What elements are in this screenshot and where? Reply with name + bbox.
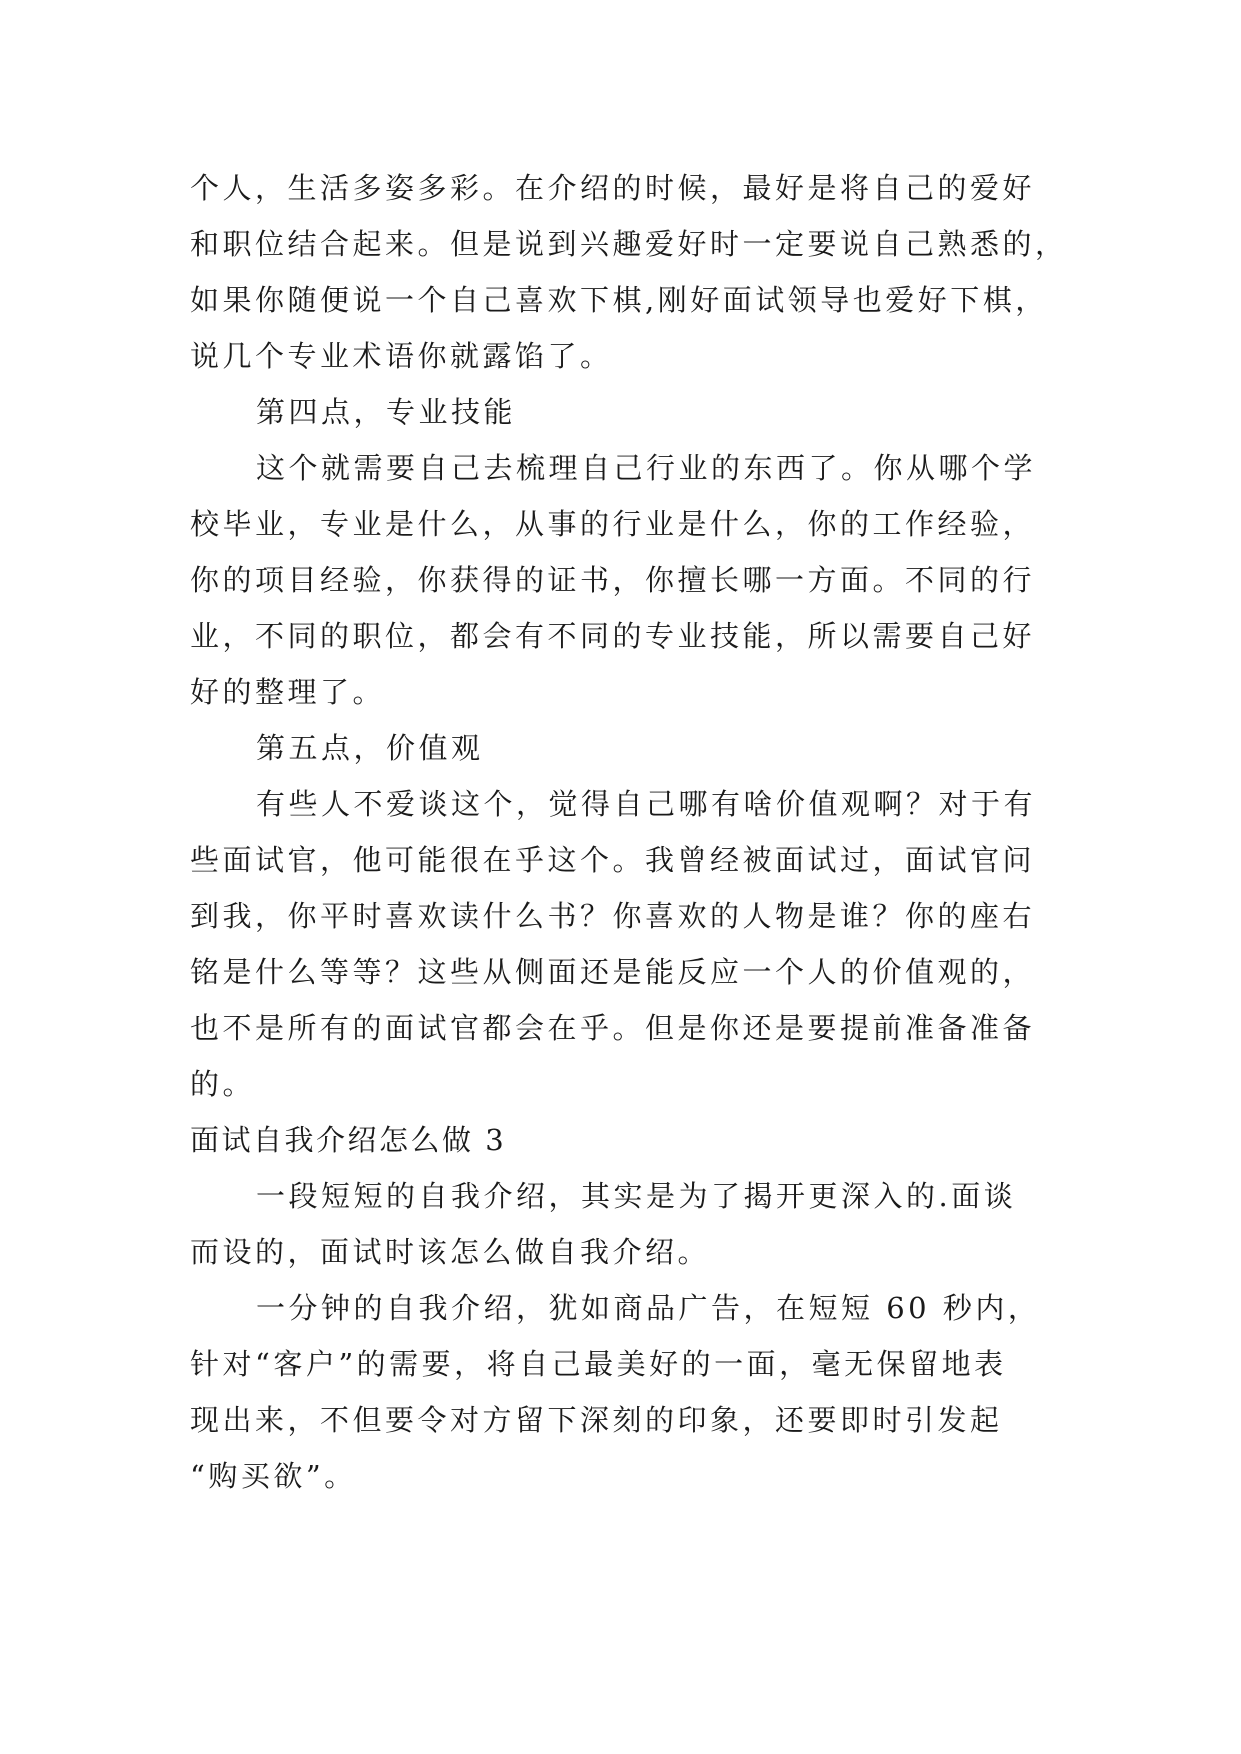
text-line: 些面试官，他可能很在乎这个。我曾经被面试过，面试官问 — [190, 843, 1036, 877]
text-line: 一分钟的自我介绍，犹如商品广告，在短短 60 秒内， — [256, 1291, 1041, 1325]
text-line: 有些人不爱谈这个，觉得自己哪有啥价值观啊？对于有 — [256, 787, 1037, 821]
text-line: 到我，你平时喜欢读什么书？你喜欢的人物是谁？你的座右 — [190, 899, 1036, 933]
text-line: 说几个专业术语你就露馅了。 — [190, 339, 613, 373]
section-heading: 第四点，专业技能 — [256, 395, 517, 429]
text-line: 你的项目经验，你获得的证书，你擅长哪一方面。不同的行 — [190, 563, 1036, 597]
article-title: 面试自我介绍怎么做 3 — [190, 1123, 507, 1157]
text-line: 也不是所有的面试官都会在乎。但是你还是要提前准备准备 — [190, 1011, 1036, 1045]
text-line: 的。 — [190, 1067, 256, 1101]
document-body — [190, 160, 1080, 1504]
text-line: 针对“客户”的需要，将自己最美好的一面，毫无保留地表 — [190, 1347, 1007, 1381]
text-line: 而设的，面试时该怎么做自我介绍。 — [190, 1235, 711, 1269]
text-line: 一段短短的自我介绍，其实是为了揭开更深入的.面谈 — [256, 1179, 1017, 1213]
text-line: 铭是什么等等？这些从侧面还是能反应一个人的价值观的， — [190, 955, 1036, 989]
text-line: “购买欲”。 — [190, 1459, 357, 1493]
text-line: 如果你随便说一个自己喜欢下棋,刚好面试领导也爱好下棋， — [190, 283, 1048, 317]
text-line: 这个就需要自己去梳理自己行业的东西了。你从哪个学 — [256, 451, 1037, 485]
text-line: 和职位结合起来。但是说到兴趣爱好时一定要说自己熟悉的， — [190, 227, 1068, 261]
section-heading: 第五点，价值观 — [256, 731, 484, 765]
text-line: 个人，生活多姿多彩。在介绍的时候，最好是将自己的爱好 — [190, 171, 1036, 205]
text-line: 业，不同的职位，都会有不同的专业技能，所以需要自己好 — [190, 619, 1036, 653]
text-line: 校毕业，专业是什么，从事的行业是什么，你的工作经验， — [190, 507, 1036, 541]
text-line: 好的整理了。 — [190, 675, 386, 709]
text-line: 现出来，不但要令对方留下深刻的印象，还要即时引发起 — [190, 1403, 1003, 1437]
